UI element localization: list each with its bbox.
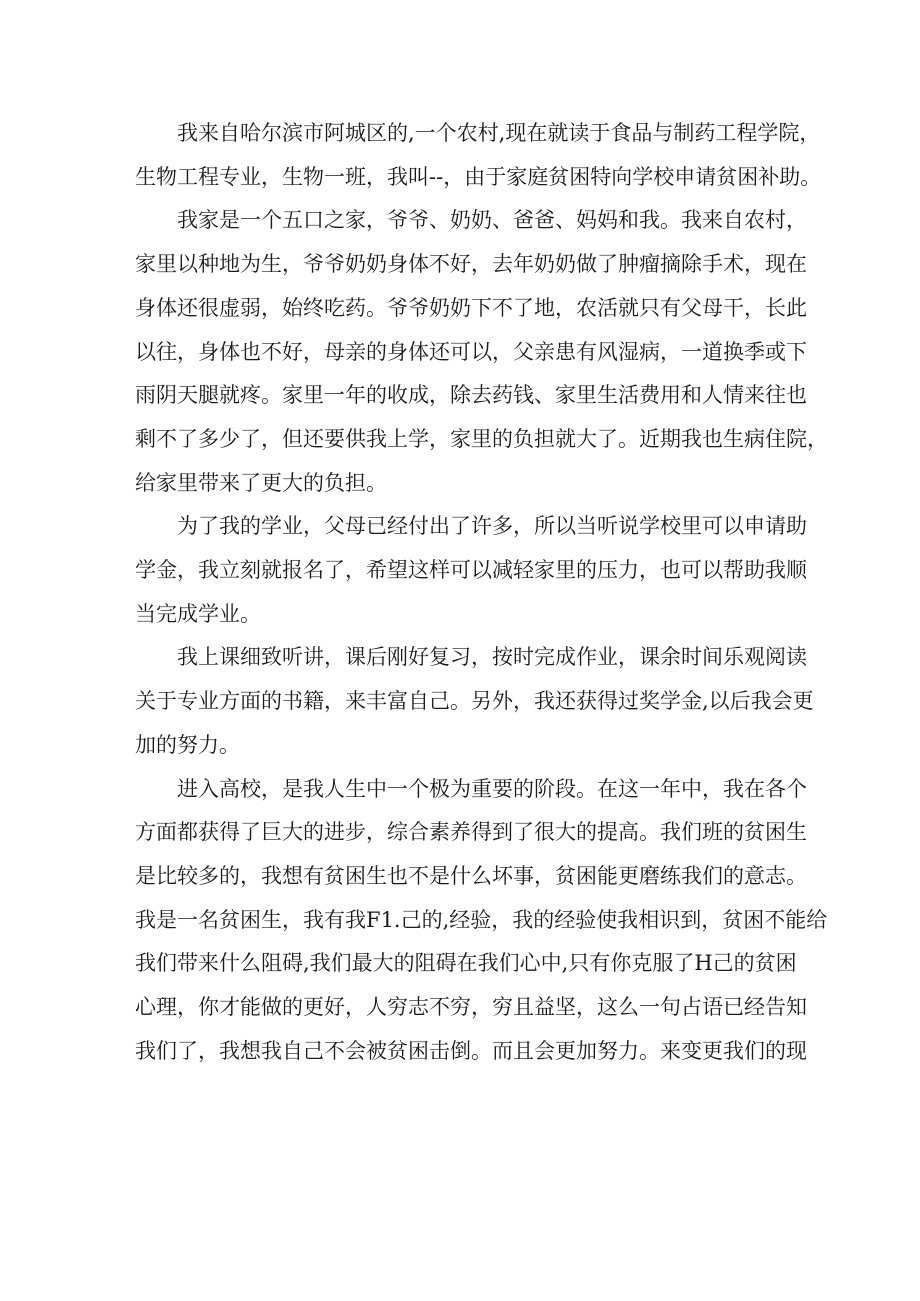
paragraph-1	[135, 112, 822, 199]
text-line: 以往，身体也不好，母亲的身体还可以，父亲患有风湿病，一道换季或下	[135, 339, 807, 364]
paragraph-5	[135, 768, 828, 1074]
text-line: 我们了，我想我自己不会被贫困击倒。而且会更加努力。来变更我们的现	[135, 1038, 807, 1063]
text-line: 剩不了多少了，但还要供我上学，家里的负担就大了。近期我也生病住院，	[135, 426, 828, 451]
text-line: 我们带来什么阻碍,我们最大的阻碍在我们心中,只有你克服了H己的贫困	[135, 951, 797, 976]
paragraph-3	[135, 505, 807, 636]
text-line: 加的努力。	[135, 732, 240, 757]
text-line: 为了我的学业，父母已经付出了许多，所以当听说学校里可以申请助	[177, 514, 807, 539]
text-line: 家里以种地为生，爷爷奶奶身体不好，去年奶奶做了肿瘤摘除手术，现在	[135, 252, 807, 277]
text-line: 心理，你才能做的更好，人穷志不穷，穷且益坚，这么一句占语已经告知	[135, 995, 807, 1020]
text-line: 方面都获得了巨大的进步，综合素养得到了很大的提高。我们班的贫困生	[135, 820, 807, 845]
text-line: 我上课细致听讲，课后刚好复习，按时完成作业，课余时间乐观阅读	[177, 645, 807, 670]
document-body	[135, 112, 828, 1073]
text-line: 是比较多的，我想有贫困生也不是什么坏事，贫困能更磨练我们的意志。	[135, 863, 807, 888]
paragraph-4	[135, 636, 814, 767]
text-line: 我家是一个五口之家，爷爷、奶奶、爸爸、妈妈和我。我来自农村，	[177, 208, 807, 233]
paragraph-2	[135, 199, 828, 505]
text-line: 当完成学业。	[135, 601, 261, 626]
text-line: 雨阴天腿就疼。家里一年的收成，除去药钱、家里生活费用和人情来往也	[135, 383, 807, 408]
text-line: 学金，我立刻就报名了，希望这样可以减轻家里的压力，也可以帮助我顺	[135, 558, 807, 583]
text-line: 进入高校，是我人生中一个极为重要的阶段。在这一年中，我在各个	[177, 776, 807, 801]
text-line: 关于专业方面的书籍，来丰富自己。另外，我还获得过奖学金,以后我会更	[135, 689, 814, 714]
text-line: 身体还很虚弱，始终吃药。爷爷奶奶下不了地，农活就只有父母干，长此	[135, 295, 807, 320]
text-line: 给家里带来了更大的负担。	[135, 470, 387, 495]
text-line: 我是一名贫困生，我有我F1.己的,经验，我的经验使我相识到，贫困不能给	[135, 907, 828, 932]
text-line: 生物工程专业，生物一班，我叫--，由于家庭贫困特向学校申请贫困补助。	[135, 164, 822, 189]
text-line: 我来自哈尔滨市阿城区的,一个农村,现在就读于食品与制药工程学院，	[177, 121, 821, 145]
